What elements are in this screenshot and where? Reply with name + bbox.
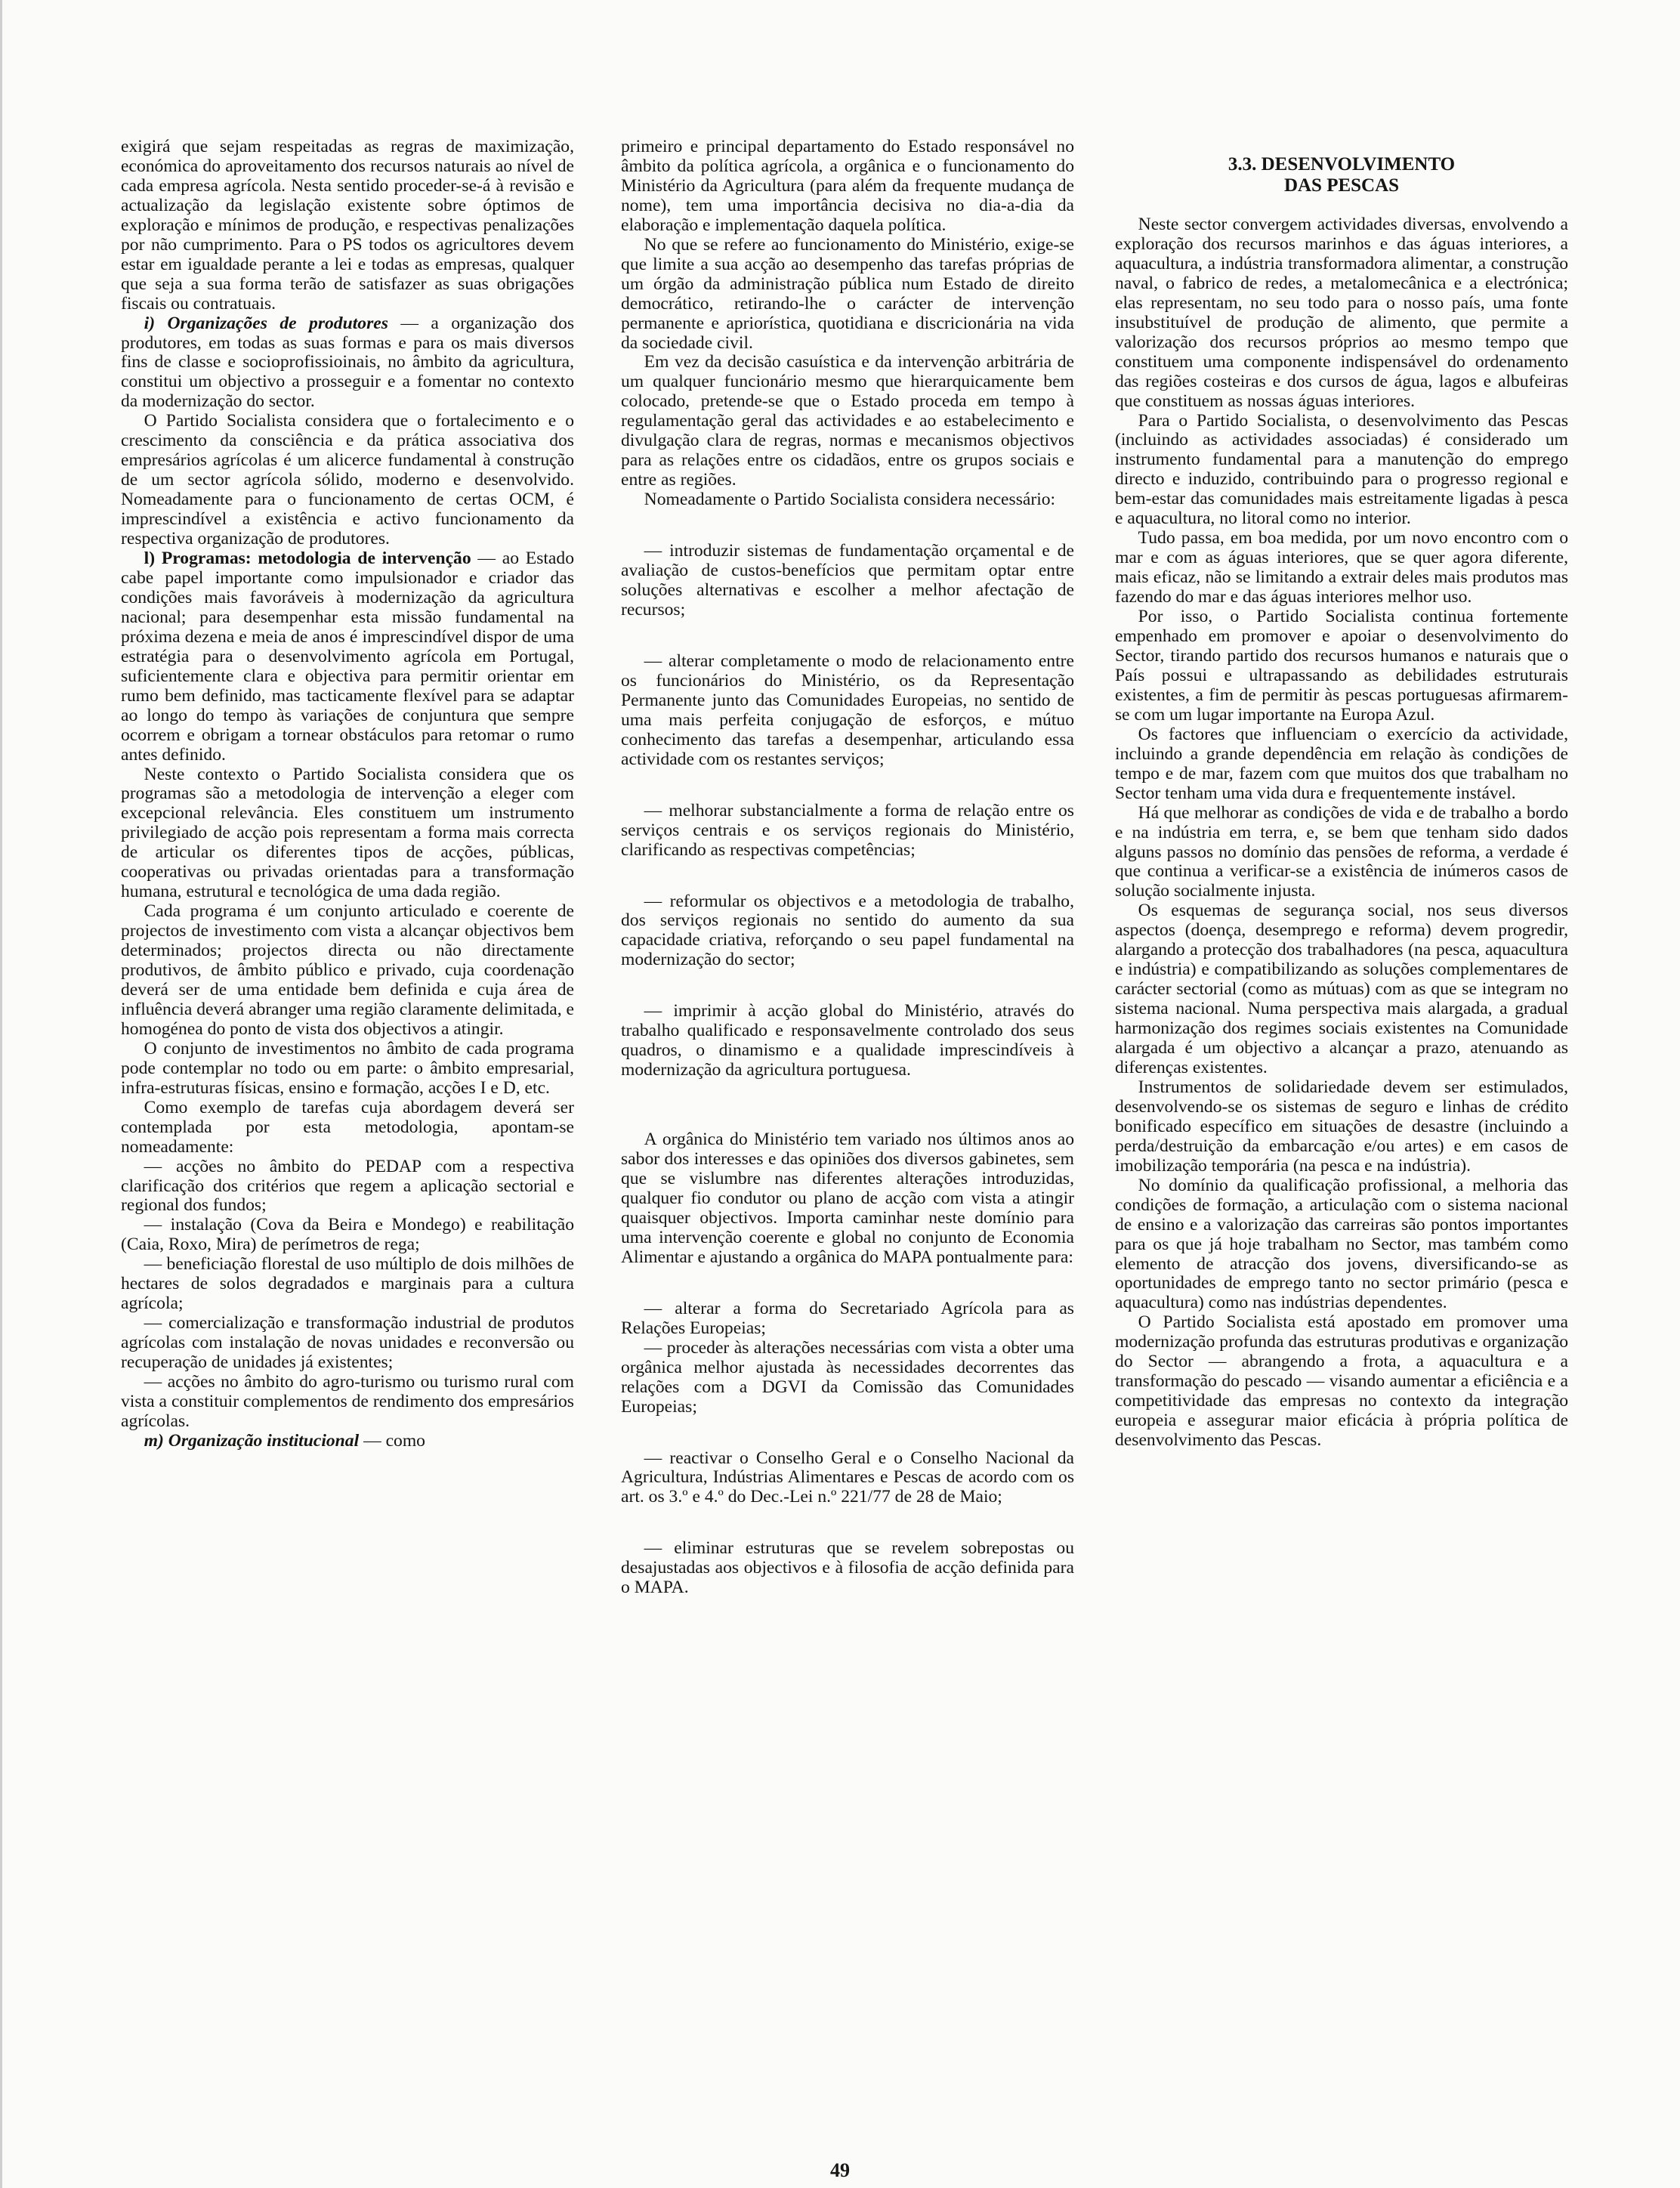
- paragraph: No domínio da qualificação profissional, a melhoria das condições de formação, a articulação com o sistema nacional de ensino e a valorização das carreiras são pontos importantes para os que já hoje trabalham no Sector, mas também como elemento de atracção dos jovens, diversificando-se as oportunidades de emprego tanto no sector primário (pesca e aquacultura) como nas indústrias dependentes.: [1115, 1175, 1568, 1313]
- paragraph: O conjunto de investimentos no âmbito de cada programa pode contemplar no todo ou em parte: o âmbito empresarial, infra-estruturas físicas, ensino e formação, acções I e D, etc.: [121, 1038, 574, 1098]
- subheading-organizacao-institucional: m) Organização institucional: [144, 1430, 360, 1451]
- paragraph: O Partido Socialista considera que o fortalecimento e o crescimento da consciência e da prática associativa dos empresários agrícolas é um alicerce fundamental à construção de um sector agrícola sólido, moderno e desenvolvido. Nomeadamente para o funcionamento de certas OCM, é imprescindível a existência e activo funcionamento da respectiva organização de produtores.: [121, 411, 574, 549]
- paragraph: No que se refere ao funcionamento do Ministério, exige-se que limite a sua acção ao desempenho das tarefas próprias de um órgão da administração pública num Estado de direito democrático, retirando-lhe o carácter de intervenção permanente e apriorística, quotidiana e discricionária na vida da sociedade civil.: [621, 234, 1074, 353]
- paragraph: Os esquemas de segurança social, nos seus diversos aspectos (doença, desemprego e reforma) devem progredir, alargando a protecção dos trabalhadores (na pesca, aquacultura e indústria) e compatibilizando as soluções complementares de carácter sectorial (como as mútuas) com as que se integram no sistema nacional. Numa perspectiva mais alargada, a gradual harmonização dos regimes sociais existentes na Comunidade alargada é um objectivo a alcançar a prazo, atenuando as diferenças existentes.: [1115, 901, 1568, 1077]
- list-item: — imprimir à acção global do Ministério, através do trabalho qualificado e responsavelmente controlado dos seus quadros, o dinamismo e a qualidade imprescindíveis à modernização da agricultura portuguesa.: [621, 1001, 1074, 1080]
- section-title: [1115, 154, 1568, 196]
- page-number: 49: [830, 2159, 850, 2181]
- list-item: — proceder às alterações necessárias com vista a obter uma orgânica melhor ajustada às necessidades decorrentes das relações com a DGVI da Comissão das Comunidades Europeias;: [621, 1337, 1074, 1417]
- list-item: — eliminar estruturas que se revelem sobrepostas ou desajustadas aos objectivos e à filosofia de acção definida para o MAPA.: [621, 1538, 1074, 1598]
- section-title-line-1: 3.3. DESENVOLVIMENTO: [1228, 154, 1456, 175]
- paragraph: Os factores que influenciam o exercício da actividade, incluindo a grande dependência em relação às condições de tempo e de mar, fazem com que muitos dos que trabalham no Sector tenham uma vida dura e frequentemente instável.: [1115, 724, 1568, 803]
- paragraph: Instrumentos de solidariedade devem ser estimulados, desenvolvendo-se os sistemas de seguro e linhas de crédito bonificado específico em situações de desastre (incluindo a perda/destruição da embarcação e/ou artes) e em casos de imobilização temporária (na pesca e na indústria).: [1115, 1077, 1568, 1176]
- paragraph: Tudo passa, em boa medida, por um novo encontro com o mar e com as águas interiores, que se quer agora diferente, mais eficaz, não se limitando a extrair deles mais produtos mas fazendo do mar e das águas interiores melhor uso.: [1115, 528, 1568, 607]
- paragraph-text: — a organização dos produtores, em todas as suas formas e para os mais diversos fins de classe e socioprofissioinais, no âmbito da agricultura, constitui um objectivo a prosseguir e a fomentar no contexto da modernização do sector.: [121, 313, 575, 412]
- paragraph: Para o Partido Socialista, o desenvolvimento das Pescas (incluindo as actividades associadas) é considerado um instrumento fundamental para a manutenção do emprego directo e induzido, contribuindo para o progresso regional e bem-estar das comunidades mais estreitamente ligadas à pesca e aquacultura, no litoral como no interior.: [1115, 410, 1568, 529]
- paragraph-text: — como: [359, 1430, 425, 1451]
- scan-edge: [0, 0, 2, 2188]
- list-item: — acções no âmbito do agro-turismo ou turismo rural com vista a constituir complementos de rendimento dos empresários agrícolas.: [121, 1372, 574, 1431]
- paragraph: Cada programa é um conjunto articulado e coerente de projectos de investimento com vista a alcançar objectivos bem determinados; projectos directa ou não directamente produtivos, de âmbito público e privado, cuja coordenação deverá ser de uma entidade bem definida e cuja área de influência deverá abranger uma região claramente delimitada, e homogénea do ponto de vista dos objectivos a atingir.: [121, 901, 575, 1039]
- list-item: — introduzir sistemas de fundamentação orçamental e de avaliação de custos-benefícios que permitam optar entre soluções alternativas e escolher a melhor afectação de recursos;: [621, 541, 1074, 620]
- paragraph: [121, 1432, 574, 1451]
- paragraph: A orgânica do Ministério tem variado nos últimos anos ao sabor dos interesses e das opiniões dos diversos gabinetes, sem que se vislumbre nas diferentes alterações introduzidas, qualquer fio condutor ou plano de acção com vista a atingir quaisquer objectivos. Importa caminhar neste domínio para uma intervenção coerente e global no conjunto de Economia Alimentar e ajustando a orgânica do MAPA pontualmente para:: [621, 1130, 1074, 1267]
- list-item: — instalação (Cova da Beira e Mondego) e reabilitação (Caia, Roxo, Mira) de perímetros de rega;: [121, 1215, 574, 1255]
- paragraph: [121, 314, 574, 413]
- list-item: — beneficiação florestal de uso múltiplo de dois milhões de hectares de solos degradados e marginais para a cultura agrícola;: [121, 1254, 574, 1314]
- paragraph: O Partido Socialista está apostado em promover uma modernização profunda das estruturas produtivas e organização do Sector — abrangendo a frota, a aquacultura e a transformação do pescado — visando aumentar a eficiência e a competitividade das empresas no contexto da integração europeia e assegurar maior eficácia à própria política de desenvolvimento das Pescas.: [1115, 1312, 1568, 1451]
- paragraph: Nomeadamente o Partido Socialista considera necessário:: [644, 490, 1056, 510]
- section-title-line-2: DAS PESCAS: [1283, 175, 1400, 196]
- paragraph: Por isso, o Partido Socialista continua fortemente empenhado em promover e apoiar o desenvolvimento do Sector, tirando partido dos recursos humanos e naturais que o País possui e ultrapassando as debilidades estruturais existentes, a fim de permitir às pescas portuguesas afirmarem-se com um lugar importante na Europa Azul.: [1115, 607, 1568, 725]
- paragraph: exigirá que sejam respeitadas as regras de maximização, económica do aproveitamento dos recursos naturais ao nível de cada empresa agrícola. Nesta sentido proceder-se-á à revisão e actualização da legislação existente sobre óptimos de exploração e mínimos de produção, e respectivas penalizações por não cumprimento. Para o PS todos os agricultores devem estar em igualdade perante a lei e todas as empresas, qualquer que seja a sua forma terão de satisfazer as suas obrigações fiscais ou contratuais.: [121, 137, 574, 314]
- column-3: [1115, 138, 1568, 1451]
- list-item: — comercialização e transformação industrial de produtos agrícolas com instalação de novas unidades e reconversão ou recuperação de unidades já existentes;: [121, 1313, 574, 1373]
- paragraph: Neste sector convergem actividades diversas, envolvendo a exploração dos recursos marinhos e das águas interiores, a aquacultura, a indústria transformadora alimentar, a construção naval, o fabrico de redes, a metalomecânica e a electrónica; elas representam, no seu todo para o nosso país, uma fonte insubstituível de produção de alimento, que permite a valorização dos recursos próprios ao mesmo tempo que constituem uma componente indispensável do ordenamento das regiões costeiras e dos cursos de água, lagos e albufeiras que constituem as nossas águas interiores.: [1115, 215, 1568, 411]
- paragraph: primeiro e principal departamento do Estado responsável no âmbito da política agrícola, a orgânica e o funcionamento do Ministério da Agricultura (para além da frequente mudança de nome), tem uma importância decisiva no dia-a-dia da elaboração e implementação daquela política.: [621, 137, 1074, 235]
- paragraph: Em vez da decisão casuística e da intervenção arbitrária de um qualquer funcionário mesmo que hierarquicamente bem colocado, pretende-se que o Estado proceda em tempo à regulamentação geral das actividades e ao estabelecimento e divulgação clara de regras, normas e mecanismos objectivos para as relações entre os cidadãos, entre os grupos sociais e entre as regiões.: [621, 352, 1074, 490]
- subheading-organizacoes-produtores: i) Organizações de produtores: [144, 313, 388, 333]
- paragraph: Há que melhorar as condições de vida e de trabalho a bordo e na indústria em terra, e, se bem que tenham sido dados alguns passos no domínio das pensões de reforma, a verdade é que continua a verificar-se a existência de inúmeros casos de solução socialmente injusta.: [1115, 802, 1568, 901]
- list-item: — alterar a forma do Secretariado Agrícola para as Relações Europeias;: [621, 1298, 1074, 1338]
- list-item: — reactivar o Conselho Geral e o Conselho Nacional da Agricultura, Indústrias Alimentares e Pescas de acordo com os art. os 3.º e 4.º do Dec.-Lei n.º 221/77 de 28 de Maio;: [621, 1448, 1074, 1507]
- list-item: — acções no âmbito do PEDAP com a respectiva clarificação dos critérios que regem a aplicação sectorial e regional dos fundos;: [121, 1156, 574, 1216]
- paragraph: [121, 549, 574, 765]
- subheading-programas: l) Programas: metodologia de intervenção: [144, 549, 471, 569]
- list-item: — alterar completamente o modo de relacionamento entre os funcionários do Ministério, os da Representação Permanente junto das Comunidades Europeias, no sentido de uma mais perfeita conjugação de esforços, e mútuo conhecimento das tarefas a desempenhar, articulando essa actividade com os restantes serviços;: [621, 651, 1074, 769]
- paragraph: Como exemplo de tarefas cuja abordagem deverá ser contemplada por esta metodologia, apontam-se nomeadamente:: [121, 1097, 574, 1157]
- list-item: — melhorar substancialmente a forma de relação entre os serviços centrais e os serviços regionais do Ministério, clarificando as respectivas competências;: [621, 800, 1074, 860]
- paragraph-text: — ao Estado cabe papel importante como impulsionador e criador das condições mais favoráveis à modernização da agricultura nacional; para desempenhar esta missão fundamental na próxima dezena e meia de anos é imprescindível dispor de uma estratégia para o desenvolvimento agrícola em Portugal, suficientemente clara e objectiva para permitir orientar em rumo bem definido, mas tacticamente flexível para se adaptar ao longo do tempo às variações de conjuntura que sempre ocorrem e obrigam a tornear obstáculos para retomar o rumo antes definido.: [121, 549, 575, 765]
- list-item: — reformular os objectivos e a metodologia de trabalho, dos serviços regionais no sentido do aumento da sua capacidade criativa, reforçando o seu papel fundamental na modernização do sector;: [621, 891, 1074, 970]
- column-2: [621, 138, 1074, 1598]
- paragraph: Neste contexto o Partido Socialista considera que os programas são a metodologia de intervenção a eleger com excepcional relevância. Eles constituem um instrumento privilegiado de acção pois representam a forma mais correcta de articular os diferentes tipos de acções, públicas, cooperativas ou privadas orientadas para a transformação humana, estrutural e tecnológica de uma dada região.: [121, 764, 574, 902]
- column-1: [121, 138, 574, 1451]
